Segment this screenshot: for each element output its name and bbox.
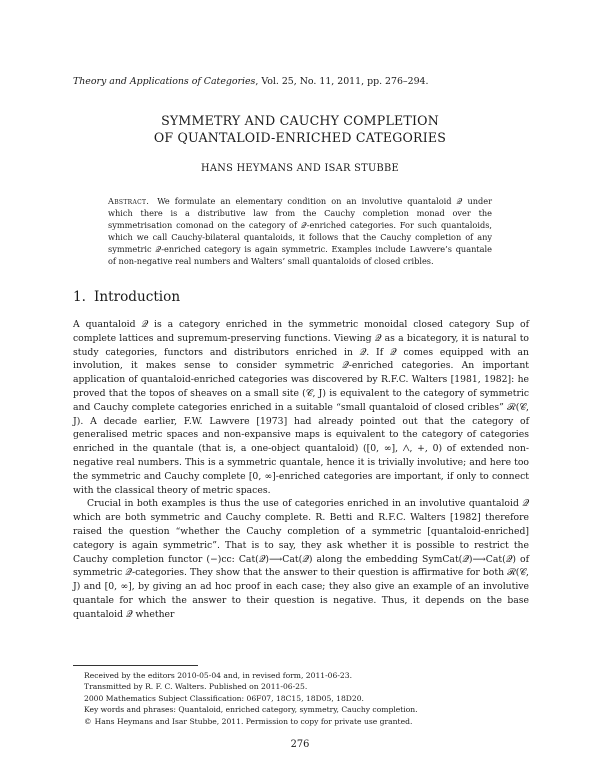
- footnote-keywords: Key words and phrases: Quantaloid, enriched category, symmetry, Cauchy completion.: [84, 705, 418, 715]
- abstract-text: We formulate an elementary condition on an involutive quantaloid 𝒬 under which there is a distributive law from the Cauchy completion monad over the symmetrisation comonad on the category of 𝒬-enriched categories. For such quantaloids, which we call Cauchy-bilateral quantaloids, it follows that the Cauchy completion of any symmetric 𝒬-enriched category is again symmetric. Examples include Lawvere’s quantale of non-negative real numbers and Walters’ small quantaloids of closed cribles.: [108, 196, 492, 266]
- author-list: HANS HEYMANS AND ISAR STUBBE: [201, 163, 399, 174]
- footnotes: [84, 670, 524, 727]
- body-paragraph-2: Crucial in both examples is thus the use of categories enriched in an involutive quantaloid 𝒬 which are both symmetric and Cauchy complete. R. Betti and R.F.C. Walters [1982] therefore raised the question “whether the Cauchy completion of a symmetric [quantaloid-enriched] category is again symmetric”. That is to say, they ask whether it is possible to restrict the Cauchy completion functor (−)cc: Cat(𝒬)⟶Cat(𝒬) along the embedding SymCat(𝒬)⟶Cat(𝒬) of symmetric 𝒬-categories. They show that the answer to their question is affirmative for both ℛ(𝒞, J) and [0, ∞], by giving an ad hoc proof in each case; they also give an example of an involutive quantale for which the answer to their question is negative. Thus, it depends on the base quantaloid 𝒬 whether: [73, 498, 529, 620]
- section-title: Introduction: [93, 289, 181, 305]
- journal-name: Theory and Applications of Categories: [73, 76, 256, 87]
- footnote-msc: 2000 Mathematics Subject Classification: 06F07, 18C15, 18D05, 18D20.: [84, 693, 364, 703]
- footnote-rule: [73, 665, 198, 666]
- footnote-received: Received by the editors 2010-05-04 and, in revised form, 2011-06-23.: [84, 671, 352, 680]
- journal-citation: [73, 76, 429, 87]
- body-text: [73, 318, 529, 622]
- body-paragraph-1: A quantaloid 𝒬 is a category enriched in the symmetric monoidal closed category Sup of complete lattices and supremum-preserving functions. Viewing 𝒬 as a bicategory, it is natural to study categories, functors and distributors enriched in 𝒬. If 𝒬 comes equipped with an involution, it makes sense to consider symmetric 𝒬-enriched categories. An important application of quantaloid-enriched categories was discovered by R.F.C. Walters [1981, 1982]: he proved that the topos of sheaves on a small site (𝒞, J) is equivalent to the category of symmetric and Cauchy complete categories enriched in a suitable “small quantaloid of closed cribles” ℛ(𝒞, J). A decade earlier, F.W. Lawvere [1973] had already pointed out that the category of generalised metric spaces and non-expansive maps is equivalent to the category of categories enriched in the quantale (that is, a one-object quantaloid) ([0, ∞], ⋀, +, 0) of extended non-negative real numbers. This is a symmetric quantale, hence it is trivially involutive; and here too the symmetric and Cauchy complete [0, ∞]-enriched categories are important, if only to connect with the classical theory of metric spaces.: [73, 319, 529, 496]
- section-number: 1.: [73, 289, 86, 305]
- title-line-2: OF QUANTALOID-ENRICHED CATEGORIES: [153, 129, 447, 145]
- copyright-text: Hans Heymans and Isar Stubbe, 2011. Permission to copy for private use granted.: [94, 716, 413, 726]
- footnote-transmitted: Transmitted by R. F. C. Walters. Published on 2011-06-25.: [84, 682, 308, 692]
- abstract: [108, 196, 492, 267]
- section-heading: [73, 289, 180, 305]
- title-line-1: SYMMETRY AND CAUCHY COMPLETION: [161, 113, 439, 128]
- footnote-copyright: [84, 716, 524, 727]
- copyright-icon: ©: [84, 716, 92, 726]
- page-number: 276: [290, 739, 310, 750]
- abstract-label: Abstract.: [108, 196, 150, 206]
- paper-title: [0, 113, 600, 146]
- journal-volume-pages: , Vol. 25, No. 11, 2011, pp. 276–294.: [255, 76, 429, 87]
